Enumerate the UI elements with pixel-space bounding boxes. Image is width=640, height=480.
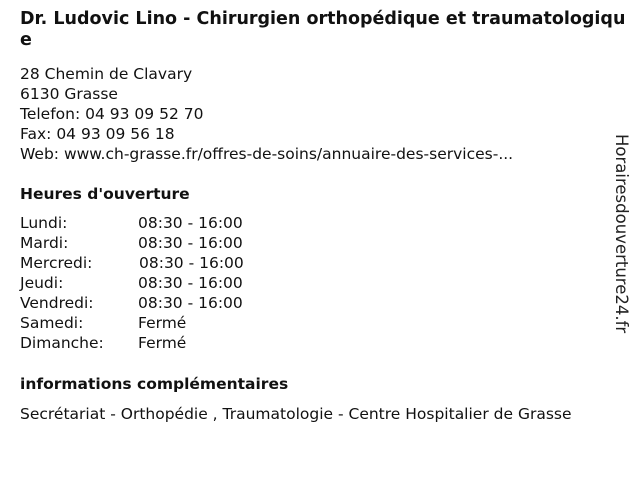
hours-time: 08:30 - 16:00 — [138, 214, 243, 232]
address-street: 28 Chemin de Clavary — [20, 65, 193, 83]
hours-day: Jeudi: — [20, 274, 64, 292]
fax-number: Fax: 04 93 09 56 18 — [20, 125, 175, 143]
hours-day: Mercredi: — [20, 254, 93, 272]
opening-hours-heading: Heures d'ouverture — [20, 185, 190, 203]
hours-time: 08:30 - 16:00 — [138, 274, 243, 292]
page-title: Dr. Ludovic Lino - Chirurgien orthopédique et traumatologique — [20, 9, 626, 50]
address-city: 6130 Grasse — [20, 85, 118, 103]
additional-info-heading: informations complémentaires — [20, 375, 289, 393]
hours-time: Fermé — [138, 314, 187, 332]
hours-day: Mardi: — [20, 234, 69, 252]
address-block — [20, 64, 513, 164]
hours-day: Dimanche: — [20, 334, 104, 352]
hours-day: Lundi: — [20, 214, 68, 232]
phone-number: Telefon: 04 93 09 52 70 — [20, 105, 204, 123]
hours-time: Fermé — [138, 334, 187, 352]
website-link[interactable]: Web: www.ch-grasse.fr/offres-de-soins/annuaire-des-services-... — [20, 145, 514, 163]
additional-info-text: Secrétariat - Orthopédie , Traumatologie - Centre Hospitalier de Grasse — [20, 405, 572, 423]
hours-day: Samedi: — [20, 314, 84, 332]
hours-day: Vendredi: — [20, 294, 94, 312]
hours-time: 08:30 - 16:00 — [139, 254, 244, 272]
watermark-text: Horairesdouverture24.fr — [612, 134, 631, 334]
hours-time: 08:30 - 16:00 — [138, 234, 243, 252]
hours-time: 08:30 - 16:00 — [138, 294, 243, 312]
